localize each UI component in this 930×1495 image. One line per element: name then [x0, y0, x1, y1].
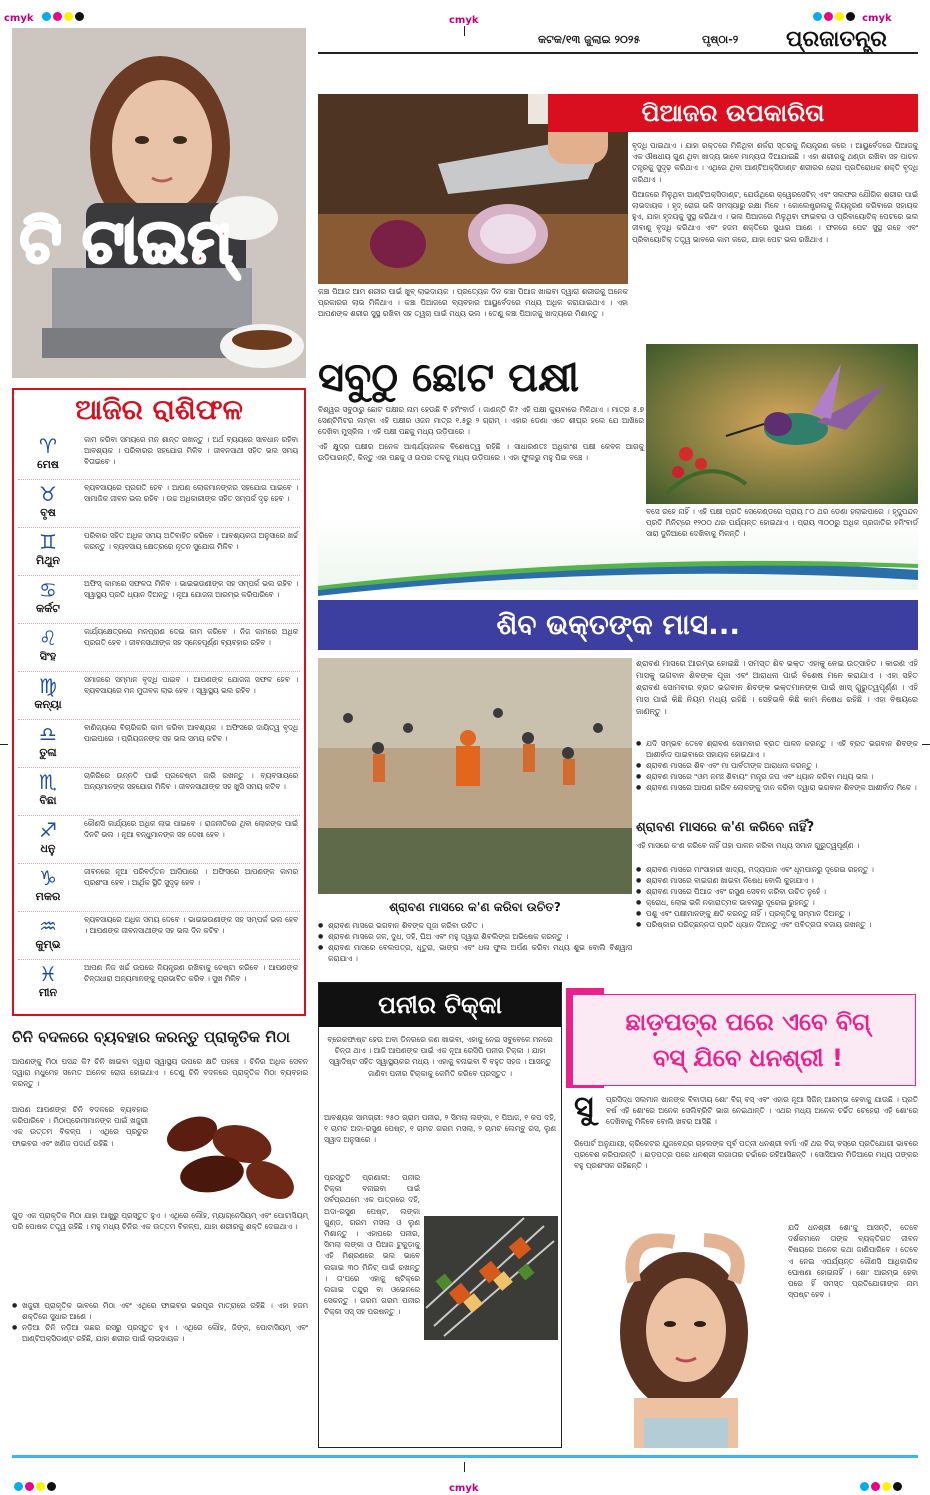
rashi-text: ସମାଜରେ ସମ୍ମାନ ବୃଦ୍ଧି ପାଇବ । ଆପଣଙ୍କ ଯୋଜନା ସଫଳ ହେବ । ବ୍ୟବସାୟରେ ମନ ମୁତାବକ ଲାଭ ହେବ । ସ୍ୱାସ୍ଥ୍ୟ ଭଲ ରହିବ ।: [84, 675, 298, 695]
rashi-name: ବିଛା: [39, 794, 57, 807]
bird-headline: ସବୁଠୁ ଛୋଟ ପକ୍ଷୀ: [318, 355, 580, 401]
crop-mark: [922, 744, 930, 745]
paneer-method: ପ୍ରସ୍ତୁତି ପ୍ରଣାଳୀ: ପନୀର ଟିକ୍କା ବନାଇବା ପାଇଁ ସର୍ବପ୍ରଥମେ ଏକ ପାତ୍ରରେ ଦହି, ଅଦା-ରସୁଣ ପେଷ୍ଟ, ଲଙ୍କା ଗୁଣ୍ଡ, ଗରମ ମସଲା ଓ ଲୁଣ ମିଶାନ୍ତୁ । ଏହାପରେ ପନୀର, ସିମଲା ଲଙ୍କା ଓ ପିଆଜ ଟୁକୁଡ଼ାକୁ ଏହି ମିଶ୍ରଣରେ ଭଲ ଭାବେ ଲଗାଇ ୩୦ ମିନିଟ୍ ପାଇଁ ରଖନ୍ତୁ । ତା'ପରେ ଏହାକୁ ଷ୍ଟିକ୍‌ରେ ଲଗାଇ ତନ୍ଦୁର ବା ଓଭେନରେ ସେକନ୍ତୁ । ଗରମ ଗରମ ପନୀର ଟିକ୍କା ସସ୍ ସହ ପରଷନ୍ତୁ ।: [324, 1173, 420, 1317]
crop-mark: [464, 26, 465, 36]
gemini-icon: ♊ ମିଥୁନ: [18, 530, 78, 574]
rashi-text: ପରିବାର ସହିତ ଅଧିକ ସମୟ ଅତିବାହିତ କରିବେ । ଆବଶ୍ୟକତା ଅନୁସାରେ ଖର୍ଚ୍ଚ କରନ୍ତୁ । ବ୍ୟବସାୟ କ୍ଷେତ୍ରରେ ନୂତନ ସୁଯୋଗ ମିଳିବ ।: [84, 531, 298, 551]
dhanashree-para: ପ୍ରସିଦ୍ଧ ସଲମାନ ଖାନଙ୍କ ବିବାଦୀୟ ଶୋ' ବିଗ୍ ବସ୍ ଏବଂ ଏହାର ନୂଆ ସିଜିନ୍ ଆରମ୍ଭ ହେବାକୁ ଯାଉଛି । ପ୍ରତି ବର୍ଷ ଏହି ଶୋ'ରେ ଅନେକ ସେଲିବ୍ରିଟି ଭାଗ ନେଇଥାନ୍ତି । ଏଥର ମଧ୍ୟ ଅନେକ ଚର୍ଚ୍ଚିତ ଚେହେରା ଏହି ଶୋ'ରେ ଦେଖିବାକୁ ମିଳିବେ ବୋଲି ଖବର ଆସିଛି ।: [606, 1095, 918, 1127]
devotees-river-illustration: [318, 658, 632, 894]
paneer-tikka-photo: [424, 1216, 558, 1340]
rashi-text: ବ୍ୟବସାୟରେ ଅଧିକ ସମୟ ଦେବେ । ଭାଇଭଉଣୀଙ୍କ ସହ ସମ୍ପର୍କ ଭଲ ହେବ । ଆପଣଙ୍କ ଜୀବନସାଥୀଙ୍କ ସହ ଭଲ ଦିନ କଟିବ ।: [84, 915, 298, 935]
dhanashree-headline: ଛାଡ଼ପତ୍ର ପରେ ଏବେ ବିଗ୍ ବସ୍ ଯିବେ ଧନଶ୍ରୀ !: [625, 1008, 871, 1072]
header-rule: [318, 52, 918, 54]
rashi-row: [18, 912, 300, 960]
cmyk-label-left: cmyk: [4, 13, 34, 24]
leo-icon: ♌ ସିଂହ: [18, 626, 78, 670]
scorpio-icon: ♏ ବିଛା: [18, 770, 78, 814]
tea-time-photo: [12, 28, 306, 378]
cmyk-strip-bottom-left: [14, 1476, 58, 1495]
crop-mark: [0, 744, 8, 745]
cmyk-label-center-top: cmyk: [449, 15, 479, 26]
dhanashree-photo: [574, 1222, 784, 1448]
dates-fruit-illustration: [152, 1104, 306, 1206]
shiva-photo: [318, 658, 632, 894]
crop-mark: [464, 1462, 465, 1472]
rashi-name: କର୍କଟ: [36, 602, 60, 615]
libra-icon: ♎ ତୁଳା: [18, 722, 78, 766]
list-item: ● କ୍ରୋଧ, ଲୋଭ ଭଳି ନକାରାତ୍ମକ ଭାବନାରୁ ଦୂରେଇ ରୁହନ୍ତୁ ।: [636, 897, 918, 908]
virgo-icon: ♍ କନ୍ୟା: [18, 674, 78, 718]
cancer-icon: ♋ କର୍କଟ: [18, 578, 78, 622]
list-item: ● ନଡ଼ିଆ ଚିନି ନଡ଼ିଆ ଗଛର ରସରୁ ପ୍ରସ୍ତୁତ ହୁଏ । ଏଥିରେ ଲୌହ, ଜିଙ୍କ, ପୋଟାସିୟମ୍ ଏବଂ ଆଣ୍ଟିଅକ୍ସିଡାଣ୍ଟ ରହିଛି, ଯାହା ଶରୀର ପାଇଁ ଲାଭଦାୟକ ।: [12, 1322, 308, 1344]
list-item: ● ଯଦି ସମ୍ଭବ ତେବେ ଶ୍ରାବଣ ସୋମବାର ବ୍ରତ ପାଳନ କରନ୍ତୁ । ଏହି ବ୍ରତ ଭଗବାନ ଶିବଙ୍କ ଆଶୀର୍ବାଦ ପାଇବାରେ ସହାୟକ ହୋଇଥାଏ ।: [636, 738, 918, 760]
cmyk-strip-bottom-right: [860, 1476, 904, 1495]
shiva-dont-list: [636, 864, 918, 930]
list-item: ● ଶ୍ରାବଣ ମାସରେ ଶିବ ଏବଂ ମା ପାର୍ବତୀଙ୍କ ଆରାଧନା କରନ୍ତୁ ।: [636, 760, 918, 771]
woman-with-tea-illustration: [12, 28, 306, 378]
rashi-name: ମେଷ: [37, 458, 59, 471]
paneer-skewers-illustration: [424, 1216, 558, 1340]
sugar-bullets: [12, 1300, 308, 1344]
list-item: ● ଶ୍ରାବଣ ମାସରେ ଆପଣ ଗରିବ ଲୋକଙ୍କୁ ଦାନ କରିବା ଦ୍ୱାରା ଭଗବାନ ଶିବଙ୍କ ଆଶୀର୍ବାଦ ମିଳେ ।: [636, 782, 918, 793]
sagittarius-icon: ♐ ଧନୁ: [18, 818, 78, 862]
list-item: ● ଶ୍ରାବଣ ମାସରେ ଜଳ, ଦୁଧ, ଦହି, ଘିଅ ଏବଂ ମହୁ ଦ୍ୱାରା ଶିବଲିଙ୍ଗ ଅଭିଷେକ କରନ୍ତୁ ।: [318, 931, 632, 942]
paneer-intro: ବ୍ରେକଫାଷ୍ଟ ହେଉ ଅବା ଡିନରରେ କଣ ଖାଇବା, ଏହାକୁ ନେଇ ସବୁବେଳେ ମନରେ ଚିନ୍ତା ଥାଏ । ଆଜି ଆପଣଙ୍କ ପାଇଁ ଏକ ନୂଆ ରେସିପି ପନୀର ଟିକ୍କା । ଯାହା ସ୍ୱାଦିଷ୍ଟ ସହିତ ସ୍ୱାସ୍ଥ୍ୟକର ମଧ୍ୟ । ଏହାକୁ ବନାଇବା ବି ବହୁତ ସହଜ । ଆସନ୍ତୁ ଜାଣିବା ପନୀର ଟିକ୍କାକୁ କେମିତି କରିବେ ପ୍ରସ୍ତୁତ ।: [327, 1035, 553, 1078]
rashi-name: ଧନୁ: [40, 842, 56, 855]
paneer-headline: ପନୀର ଟିକ୍କା: [319, 983, 561, 1027]
rashi-name: ମୀନ: [38, 986, 58, 999]
pisces-icon: ♓ ମୀନ: [18, 962, 78, 1006]
shiva-do-list: [636, 738, 918, 793]
shiva-do-subhead: ଶ୍ରାବଣ ମାସରେ କ'ଣ କରିବା ଉଚିତ?: [389, 900, 561, 914]
tea-time-title: ଟି ଟାଇମ୍: [20, 207, 233, 277]
list-item: ● ଶ୍ରାବଣ ମାସରେ ବାଇଗଣ ଖାଇବା ନିଷେଧ ବୋଲି କୁହାଯାଏ ।: [636, 875, 918, 886]
dhanashree-header: [566, 988, 922, 1088]
rashi-name: ମକର: [35, 890, 61, 903]
onion-caption: କଞ୍ଚା ପିଆଜ ଆମ ଶରୀର ପାଇଁ ଖୁବ୍ ଲାଭଦାୟକ । ପ୍ରତ୍ୟେକ ଦିନ କଞ୍ଚା ପିଆଜ ଖାଇବା ଦ୍ୱାରା ଶରୀରକୁ ଅନେକ ପ୍ରକାରର ଲାଭ ମିଳିଥାଏ । କଞ୍ଚା ପିଆଜରେ ବ୍ୟବହାର ଆୟୁର୍ବେଦରେ ମଧ୍ୟ ଅଧିକ କରାଯାଇଥାଏ । ଏହା ଆପଣଙ୍କ ଶରୀର ସୁସ୍ଥ ରଖିବା ସହ ତ୍ୱଚା ପାଇଁ ମଧ୍ୟ ଭଲ । ତେଣୁ କଞ୍ଚା ପିଆଜକୁ ଖାଦ୍ୟରେ ମିଶାନ୍ତୁ ।: [318, 287, 628, 319]
sugar-body: ଗୁଡ଼ ଏକ ପ୍ରାକୃତିକ ମିଠା ଯାହା ଆଖୁରୁ ପ୍ରସ୍ତୁତ ହୁଏ । ଏଥିରେ ଲୌହ, ମ୍ୟାଗ୍ନେସିୟମ୍ ଏବଂ ପୋଟାସିୟମ୍ ପରି ପୋଷକ ତତ୍ତ୍ୱ ରହିଛି । ମହୁ ମଧ୍ୟ ଚିନିର ଏକ ଉତ୍ତମ ବିକଳ୍ପ, ଯାହା ଶରୀରକୁ ଶକ୍ତି ଦେଇଥାଏ ।: [12, 1211, 308, 1232]
list-item: ● ପରିଷ୍କାର ପରିଚ୍ଛନ୍ନତା ପ୍ରତି ଧ୍ୟାନ ଦିଅନ୍ତୁ ଏବଂ ପବିତ୍ରତା ବଜାୟ ରଖନ୍ତୁ ।: [636, 919, 918, 930]
aries-icon: ♈ ମେଷ: [18, 434, 78, 478]
actress-portrait-illustration: [574, 1222, 784, 1448]
rashi-name: କନ୍ୟା: [34, 698, 62, 711]
sugar-side-text: ଆପଣ ଆପଣଙ୍କ ଚିନି ବଦଳରେ ବ୍ୟବହାର କରିପାରିବେ । ମିଠାପ୍ରେମୀମାନଙ୍କ ପାଇଁ ଖଜୁରୀ ଏକ ଉତ୍ତମ ବିକଳ୍ପ । ଏଥିରେ ପ୍ରଚୁର ଫାଇବର ଏବଂ ଖଣିଜ ପଦାର୍ଥ ରହିଛି ।: [12, 1105, 148, 1148]
cmyk-label-center-bottom: cmyk: [449, 1483, 479, 1494]
rashi-row: [18, 528, 300, 576]
drop-cap: ସୁ: [574, 1090, 594, 1125]
rashi-text: ଜୀବନରେ ନୂଆ ପରିବର୍ତ୍ତନ ଆସିପାରେ । ଅଫିସରେ ଆପଣଙ୍କ କାମର ପ୍ରଶଂସା ହେବ । ଆର୍ଥିକ ସ୍ଥିତି ସୁଦୃଢ଼ ହେବ ।: [84, 867, 298, 887]
onion-paragraph: ବୃଦ୍ଧି ପାଇଥାଏ । ଯାହା ରକ୍ତରେ ମିଳିଥିବା ଶର୍କରା ସ୍ତରକୁ ନିୟନ୍ତ୍ରଣ କରେ । ଆୟୁର୍ବେଦରେ ପିଆଜକୁ ଏକ ଔଷଧୀୟ ଗୁଣ ଥିବା ଖାଦ୍ୟ ଭାବେ ମାନ୍ୟତା ଦିଆଯାଇଛି । ଏହା ଶରୀରକୁ ଥଣ୍ଡା ରଖିବା ସହ ପାଚନ ତନ୍ତ୍ରକୁ ସୁଦୃଢ଼ କରିଥାଏ । ଏଥିରେ ଥିବା ଆଣ୍ଟିଅକ୍ସିଡାଣ୍ଟ ଶରୀରର ରୋଗ ପ୍ରତିରୋଧକ ଶକ୍ତି ବୃଦ୍ଧି କରିଥାଏ ।: [632, 141, 918, 184]
rashi-text: ବାଣିଜ୍ୟରେ ବିଚାରିକରି କାମ କରିବା ଆବଶ୍ୟକ । ଅଫିସରେ ଦାୟିତ୍ୱ ବୃଦ୍ଧି ପାଇପାରେ । ପ୍ରିୟଜନଙ୍କ ସହ ଭଲ ସମୟ କଟିବ ।: [84, 723, 298, 743]
cmyk-strip-left: [4, 6, 86, 25]
capricorn-icon: ♑ ମକର: [18, 866, 78, 910]
page-number: ପୃଷ୍ଠା-୨: [702, 33, 739, 46]
taurus-icon: ♉ ବୃଷ: [18, 482, 78, 526]
list-item: ● ଶ୍ରାବଣ ମାସରେ "ଓମ ନମଃ ଶିବାୟ" ମନ୍ତ୍ର ଜପ ଏବଂ ଧ୍ୟାନ କରିବା ମଧ୍ୟ ଭଲ ।: [636, 771, 918, 782]
list-item: ● ଖଜୁରୀ ପ୍ରାକୃତିକ ଭାବରେ ମିଠା ଏବଂ ଏଥିରେ ଫାଇବର ଭରପୂର ମାତ୍ରାରେ ରହିଛି । ଏହା ହଜମ ଶକ୍ତିରେ ସୁଧାର ଆଣେ ।: [12, 1300, 308, 1322]
bird-body-right: ବସେ ରହେ ନାହିଁ । ଏହି ପକ୍ଷୀ ପ୍ରତି ସେକେଣ୍ଡରେ ପ୍ରାୟ ୮୦ ଥର ଡେଣା ହଲାଇପାରେ । ହୃଦ୍ସ୍ପନ୍ଦନ ପ୍ରତି ମିନିଟ୍‌ରେ ୧୨୦୦ ଥର ପର୍ଯ୍ୟନ୍ତ ହୋଇଥାଏ । ପ୍ରାୟ ୩୦୦ରୁ ଅଧିକ ପ୍ରଜାତିର ହମିଂବାର୍ଡ ସାରା ଦୁନିଆରେ ଦେଖିବାକୁ ମିଳନ୍ତି ।: [646, 507, 918, 539]
paneer-ingredients: ଆବଶ୍ୟକ ସାମଗ୍ରୀ: ୨୫୦ ଗ୍ରାମ ପନୀର, ୨ ସିମଲା ଲଙ୍କା, ୧ ପିଆଜ, ୧ କପ ଦହି, ୧ ଚାମଚ ଅଦା-ରସୁଣ ପେଷ୍ଟ, ୧ ଚାମଚ ଗରମ ମସଲା, ୨ ଚାମଚ ଲେମ୍ବୁ ରସ, ଲୁଣ ସ୍ୱାଦ ଅନୁସାରେ ।: [324, 1113, 556, 1145]
onion-body: [632, 140, 918, 246]
onion-headline: ପିଆଜର ଉପକାରିତା: [548, 94, 918, 132]
rashi-name: ତୁଳା: [39, 746, 57, 759]
shiva-dont-intro: ଏହି ମାସରେ କ'ଣ କରିବେ ନାହିଁ ତାହା ପାଳନ କରିବା ମଧ୍ୟ ସମାନ ଗୁରୁତ୍ୱପୂର୍ଣ୍ଣ ।: [636, 841, 860, 850]
shiva-dont-subhead: ଶ୍ରାବଣ ମାସରେ କ'ଣ କରିବେ ନାହିଁ?: [636, 820, 815, 835]
bird-wave-decoration: [318, 556, 918, 596]
rashi-name: କୁମ୍ଭ: [35, 938, 61, 951]
rashi-row: [18, 720, 300, 768]
sugar-headline: ଚିନି ବଦଳରେ ବ୍ୟବହାର କରନ୍ତୁ ପ୍ରାକୃତିକ ମିଠା: [12, 1028, 290, 1046]
rashi-text: ବ୍ୟବସାୟରେ ପ୍ରଗତି ହେବ । ଆପଣ ଲୋକମାନଙ୍କର ସହଯୋଗ ପାଇବେ । ସାମାଜିକ ଜୀବନ ଭଲ ରହିବ । ଉଚ୍ଚ ଅଧିକାରୀଙ୍କ ସହିତ ସମ୍ପର୍କ ଦୃଢ଼ ହେବ ।: [84, 483, 298, 503]
dhanashree-para-side: ଯଦି ଧନଶ୍ରୀ ଶୋ'କୁ ଆସନ୍ତି, ତେବେ ଦର୍ଶକମାନେ ତାଙ୍କ ବ୍ୟକ୍ତିଗତ ଜୀବନ ବିଷୟରେ ଅନେକ କଥା ଜାଣିପାରିବେ । ତେବେ ଏ ନେଇ ଏପର୍ଯ୍ୟନ୍ତ କୌଣସି ଆଧିକାରିକ ଘୋଷଣା ହୋଇନାହିଁ । ଶୋ' ଆରମ୍ଭ ହେବା ପରେ ହିଁ ସମସ୍ତ ପ୍ରତିଯୋଗୀଙ୍କ ନାମ ସ୍ପଷ୍ଟ ହେବ ।: [788, 1223, 918, 1300]
hummingbird-photo: [646, 344, 918, 504]
cmyk-label-right: cmyk: [862, 13, 892, 24]
rashi-text: ଅଫିସ୍ କାମରେ ସଫଳତା ମିଳିବ । ଭାଇଭଉଣୀଙ୍କ ସହ ସମ୍ପର୍କ ଭଲ ରହିବ । ସ୍ୱାସ୍ଥ୍ୟ ପ୍ରତି ଧ୍ୟାନ ଦିଅନ୍ତୁ । ନୂଆ ଯୋଜନା ଆରମ୍ଭ କରିପାରିବେ ।: [84, 579, 298, 599]
rashi-row: [18, 816, 300, 864]
shiva-intro: ଶ୍ରାବଣ ମାସରେ ଆରମ୍ଭ ହୋଇଛି । ସମସ୍ତ ଶିବ ଭକ୍ତ ଏହାକୁ ନେଇ ଉତ୍ସାହିତ । କାରଣ ଏହି ମାସକୁ ଭଗବାନ ଶିବଙ୍କ ପୂଜା ଏବଂ ଆରାଧନା ପାଇଁ ବିଶେଷ ମନେ କରାଯାଏ । ଏହା ସହିତ ଶ୍ରାବଣ ସୋମବାର ବ୍ରତ ଭଗବାନ ଶିବଙ୍କ ଭକ୍ତମାନଙ୍କ ପାଇଁ ଖାସ୍ ଗୁରୁତ୍ୱପୂର୍ଣ୍ଣ । ଏହି ମାସ ପାଇଁ କିଛି ନିୟମ ମଧ୍ୟ ରହିଛି । ସେହିଭଳି କିଛି କାମ ନିଷେଧ ରହିଛି । ଏହା ବିଷୟରେ ଜାଣନ୍ତୁ ।: [636, 659, 918, 716]
aquarius-icon: ♒ କୁମ୍ଭ: [18, 914, 78, 958]
onion-paragraph: ପିଆଜରେ ମିଳୁଥିବା ଆଣ୍ଟିଅକ୍ସିଡାଣ୍ଟ, ଯେଉଁଥିରେ କ୍ୱେରସେଟିନ୍ ଏବଂ ସଲଫର ଯୌଗିକ ଶରୀର ପାଇଁ ଲାଭଦାୟକ । ହୃଦ୍ ରୋଗ ଭଳି ସମସ୍ୟାରୁ ରକ୍ଷା ମିଳେ । କୋଲେଷ୍ଟ୍ରଲକୁ ନିୟନ୍ତ୍ରଣ କରିବାରେ ସହାୟକ ହୁଏ, ଯାହା ହୃଦୟକୁ ସୁସ୍ଥ କରିଥାଏ । ଭଲ ପିଆଜରେ ମିଳୁଥିବା ଫାଇବର ଓ ପ୍ରିବାୟୋଟିକ୍ ପେଟରେ ଭଲ ଜୀବାଣୁ ବୃଦ୍ଧି କରିଥାଏ ଏବଂ ହଜମ ଶକ୍ତିରେ ସୁଧାର ଆଣେ । ଫଳରେ ପେଟ ସୁସ୍ଥ ରହେ ଏବଂ ପ୍ରିବାୟୋଟିକ୍ ତତ୍ତ୍ୱ ଭାବରେ କାମ କରେ, ଯାହା ପେଟ ଭଲ ରଖିଥାଏ ।: [632, 189, 918, 244]
dates-photo: [152, 1104, 306, 1206]
bird-paragraph: ବିଶ୍ୱର ସବୁଠାରୁ ଛୋଟ ପକ୍ଷୀର ନାମ ହେଉଛି ବି ହମିଂବାର୍ଡ । ଜାଣନ୍ତି କି? ଏହି ପକ୍ଷୀ କ୍ୟୁବାରେ ମିଳିଥାଏ । ମାତ୍ର ୫.୭ ସେଣ୍ଟିମିଟର ଲମ୍ବା ଏହି ପକ୍ଷୀର ଓଜନ ମାତ୍ର ୧.୫ରୁ ୨ ଗ୍ରାମ୍ । ଏହାର ଡେଣା ଏତେ ଶୀଘ୍ର ହଲେ ଯେ ଆଖିରେ ଦେଖିବା ମୁସ୍କିଲ । ଏହି ପକ୍ଷୀ ପଛକୁ ମଧ୍ୟ ଉଡ଼ିପାରେ ।: [318, 405, 644, 437]
rashi-row: [18, 960, 300, 1008]
bird-paragraph: ଏହି କ୍ଷୁଦ୍ର ପକ୍ଷୀର ଅନେକ ଆଶ୍ଚର୍ଯ୍ୟଜନକ ବିଶେଷତ୍ୱ ରହିଛି । ସାଧାରଣତଃ ଅଧିକାଂଶ ପକ୍ଷୀ କେବଳ ଆଗକୁ ଉଡ଼ିପାରନ୍ତି, କିନ୍ତୁ ଏହା ପଛକୁ ଓ ଉପର ତଳକୁ ମଧ୍ୟ ଉଡ଼ିପାରେ । ଏହା ଫୁଲରୁ ମହୁ ପିଇ ବଞ୍ଚେ ।: [318, 441, 644, 462]
rashi-row: [18, 480, 300, 528]
list-item: ● ଶ୍ରାବଣ ମାସରେ ଭଗବାନ ଶିବଙ୍କ ପୂଜା କରିବା ଉଚିତ ।: [318, 920, 632, 931]
dhanashree-para: ରିପୋର୍ଟ ଅନୁଯାୟୀ, କ୍ରିକେଟର ଯୁଜବେନ୍ଦ୍ର ଚାହଲଙ୍କ ପୂର୍ବ ପତ୍ନୀ ଧନଶ୍ରୀ ବର୍ମା ଏହି ଥର ବିଗ୍ ବସ୍‌ରେ ପ୍ରତିଯୋଗୀ ଭାବରେ ପ୍ରବେଶ କରିପାରନ୍ତି । ଛାଡ଼ପତ୍ର ପରେ ଧନଶ୍ରୀ ଲଗାତାର ଚର୍ଚ୍ଚାରେ ରହିଆସିଛନ୍ତି । ସୋସିଆଲ ମିଡିଆରେ ମଧ୍ୟ ତାଙ୍କର ବହୁ ପ୍ରଶଂସକ ରହିଛନ୍ତି ।: [574, 1139, 918, 1171]
rashifal-title: ଆଜିର ରାଶିଫଳ: [75, 393, 243, 426]
rashi-row: [18, 576, 300, 624]
rashi-text: କାର୍ଯ୍ୟକ୍ଷେତ୍ରରେ ମନପ୍ରାଣ ଦେଇ କାମ କରିବେ । ନିଜ କାମରେ ଅଧିକ ପ୍ରଗତି ହେବ । ଜୀବନସାଥୀଙ୍କ ସହ ସ୍ନେହପୂର୍ଣ୍ଣ ବ୍ୟବହାର ରହିବ ।: [84, 627, 298, 647]
hummingbird-illustration: [646, 344, 918, 504]
list-item: ● ପଶୁ ଏବଂ ପକ୍ଷୀମାନଙ୍କୁ କ୍ଷତି କରନ୍ତୁ ନାହିଁ । ପ୍ରକୃତିକୁ ସମ୍ମାନ ଦିଅନ୍ତୁ ।: [636, 908, 918, 919]
rashi-row: [18, 768, 300, 816]
list-item: ● ଶ୍ରାବଣ ମାସରେ ବେଲପତ୍ର, ଧୂତୁରା, ଭାଙ୍ଗ ଏବଂ ଧଳା ଫୁଲ ଅର୍ପଣ କରିବା ମଧ୍ୟ ଶୁଭ ବୋଲି ବିଶ୍ୱାସ କରାଯାଏ ।: [318, 942, 632, 964]
rashi-name: ମିଥୁନ: [35, 554, 61, 567]
dateline: କଟକ/୧୩ ଜୁଲାଇ ୨୦୨୫: [538, 33, 641, 46]
rashi-text: କାମ କରିବା ସମୟରେ ମନ ଶାନ୍ତ ରଖନ୍ତୁ । ଅର୍ଥ ବ୍ୟୟରେ ସାବଧାନ ରହିବା ଆବଶ୍ୟକ । ପରିବାରର ସହଯୋଗ ମିଳିବ । ଜୀବନସାଥୀ ସହିତ ଭଲ ସମୟ ବିତାଇବେ ।: [84, 435, 298, 466]
masthead-logo: ପ୍ରଜାତନ୍ତ୍ର: [786, 26, 887, 52]
cmyk-strip-right: [813, 6, 892, 25]
rashi-row: [18, 624, 300, 672]
shiva-do-list-bottom: [318, 920, 632, 964]
rashi-name: ବୃଷ: [40, 506, 56, 519]
rashi-name: ସିଂହ: [39, 650, 57, 663]
bird-body: [318, 404, 644, 464]
rashi-row: [18, 672, 300, 720]
rashi-text: ଆପଣ ନିଜ ଖର୍ଚ୍ଚ ଉପରେ ନିୟନ୍ତ୍ରଣ ରଖିବାକୁ ଚେଷ୍ଟା କରିବେ । ଆପଣଙ୍କ ଚିନ୍ତାଧାରା ଅନ୍ୟମାନଙ୍କୁ ପ୍ରଭାବିତ କରିବ । ସୁଖ ମିଳିବ ।: [84, 963, 298, 983]
rashi-text: ଚାକିରିରେ ଉନ୍ନତି ପାଇଁ ପ୍ରଚେଷ୍ଟା ଜାରି ରଖନ୍ତୁ । ବ୍ୟବସାୟରେ ଅନ୍ୟମାନଙ୍କ ସହଯୋଗ ମିଳିବ । ଜୀବନସାଥୀଙ୍କ ସହ ଖୁସି ସମୟ କଟିବ ।: [84, 771, 298, 791]
bottom-rule: [12, 1455, 918, 1458]
sugar-intro: ଆପଣଙ୍କୁ ମିଠା ପସନ୍ଦ କି? ଚିନି ଖାଇବା ଦ୍ୱାରା ସ୍ୱାସ୍ଥ୍ୟ ଉପରେ କ୍ଷତି ପହଞ୍ଚେ । ଚିନିର ଅଧିକ ସେବନ ଦ୍ୱାରା ମଧୁମେହ ସମେତ ଅନେକ ରୋଗ ହୋଇଥାଏ । ତେଣୁ ଚିନି ବଦଳରେ ପ୍ରାକୃତିକ ମିଠା ବ୍ୟବହାର କରନ୍ତୁ ।: [12, 1057, 308, 1089]
rashi-text: କୌଣସି କାର୍ଯ୍ୟରେ ଅଧିକ ଲାଭ ପାଇବେ । ରାଜନୀତିରେ ଥିବା ଲୋକଙ୍କ ପାଇଁ ଦିନଟି ଭଲ । ନୂଆ ବନ୍ଧୁମାନଙ୍କ ସହ ଦେଖା ହେବ ।: [84, 819, 298, 839]
rashi-row: [18, 432, 300, 480]
list-item: ● ଶ୍ରାବଣ ମାସରେ ମାଂସାହାରୀ ଖାଦ୍ୟ, ମଦ୍ୟପାନ ଏବଂ ଧୂମପାନରୁ ଦୂରେଇ ରହନ୍ତୁ ।: [636, 864, 918, 875]
shiva-headline: ଶିବ ଭକ୍ତଙ୍କ ମାସ...: [318, 600, 918, 650]
rashi-row: [18, 864, 300, 912]
list-item: ● ଶ୍ରାବଣ ମାସରେ ପିଆଜ ଏବଂ ରସୁଣ ସେବନ କରିବା ଉଚିତ ନୁହେଁ ।: [636, 886, 918, 897]
